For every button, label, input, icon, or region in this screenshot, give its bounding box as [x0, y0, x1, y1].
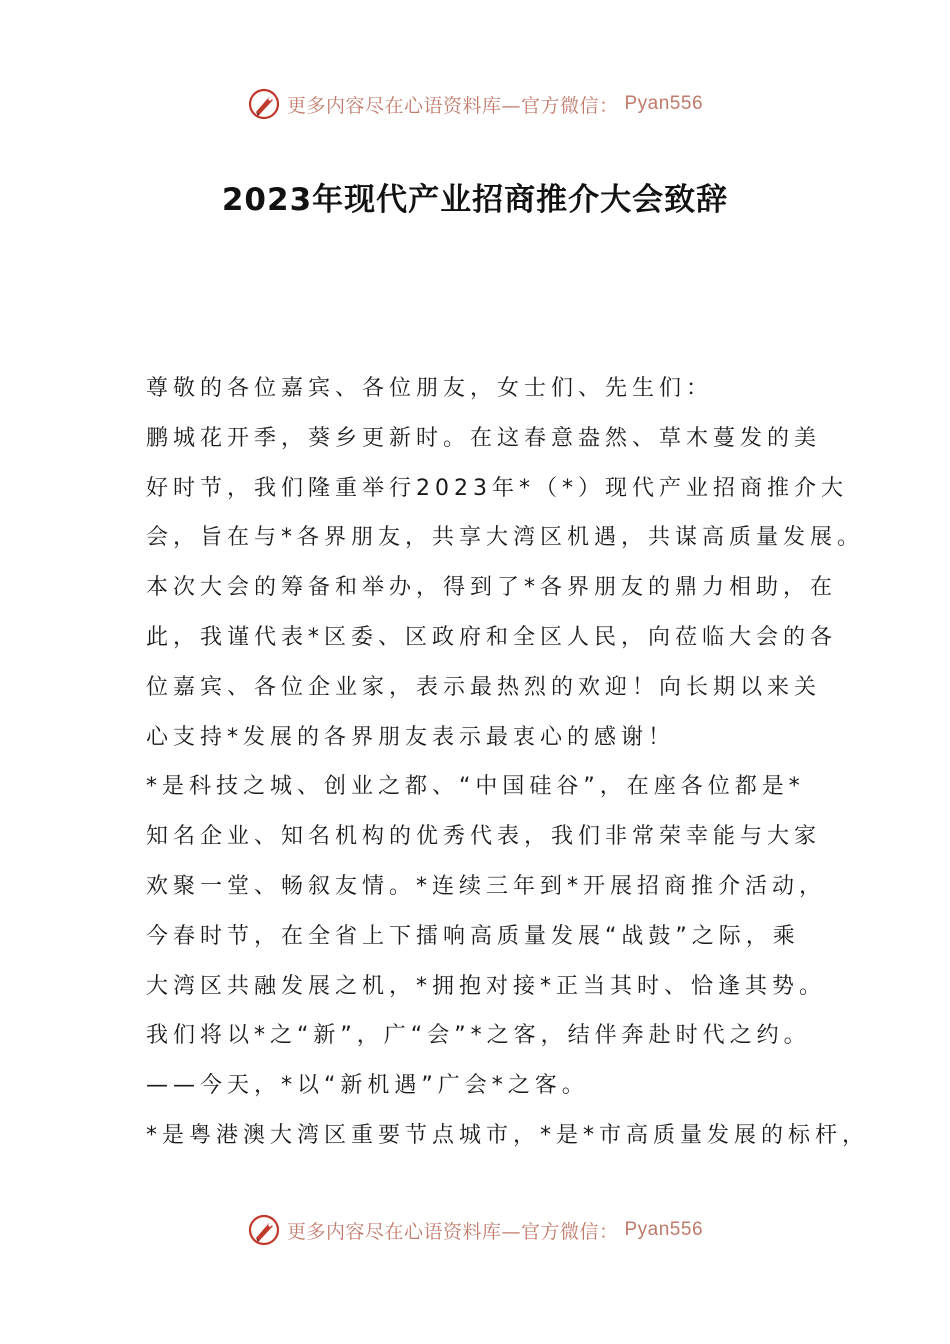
body-line: 知名企业、知名机构的优秀代表，我们非常荣幸能与大家: [146, 824, 822, 850]
body-line: 今春时节，在全省上下擂响高质量发展“战鼓”之际，乘: [146, 923, 800, 949]
body-line: *是科技之城、创业之都、“中国硅谷”，在座各位都是*: [146, 774, 805, 800]
watermark-wechat-id: Pyan556: [624, 1219, 704, 1240]
body-line: 尊敬的各位嘉宾、各位朋友，女士们、先生们：: [146, 376, 714, 401]
body-line: ——今天，*以“新机遇”广会*之客。: [146, 1073, 589, 1099]
body-line: 会，旨在与*各界朋友，共享大湾区机遇，共谋高质量发展。: [146, 525, 865, 551]
watermark-footer: [0, 1210, 950, 1250]
watermark-text: 更多内容尽在心语资料库—官方微信：: [286, 1220, 619, 1243]
body-line: 好时节，我们隆重举行2023年*（*）现代产业招商推介大: [146, 475, 848, 501]
watermark-header: [0, 84, 950, 124]
body-line: 心支持*发展的各界朋友表示最衷心的感谢！: [146, 724, 676, 750]
pen-nib-logo-icon: [247, 1213, 281, 1247]
body-line: 我们将以*之“新”，广“会”*之客，结伴奔赴时代之约。: [146, 1023, 811, 1049]
body-line: 鹏城花开季，葵乡更新时。在这春意盎然、草木蔓发的美: [146, 425, 822, 451]
body-line: 本次大会的筹备和举办，得到了*各界朋友的鼎力相助，在: [146, 575, 838, 601]
body-line: *是粤港澳大湾区重要节点城市，*是*市高质量发展的标杆，: [146, 1122, 870, 1148]
watermark-wechat-id: Pyan556: [624, 93, 704, 114]
body-line: 欢聚一堂、畅叙友情。*连续三年到*开展招商推介活动，: [146, 873, 827, 899]
body-line: 此，我谨代表*区委、区政府和全区人民，向莅临大会的各: [146, 624, 838, 650]
document-title: 2023年现代产业招商推介大会致辞: [221, 182, 729, 218]
pen-nib-logo-icon: [247, 87, 281, 121]
watermark-text: 更多内容尽在心语资料库—官方微信：: [286, 94, 619, 117]
body-line: 大湾区共融发展之机，*拥抱对接*正当其时、恰逢其势。: [146, 973, 827, 999]
document-body: [146, 364, 870, 1161]
body-line: 位嘉宾、各位企业家，表示最热烈的欢迎！向长期以来关: [146, 674, 822, 700]
